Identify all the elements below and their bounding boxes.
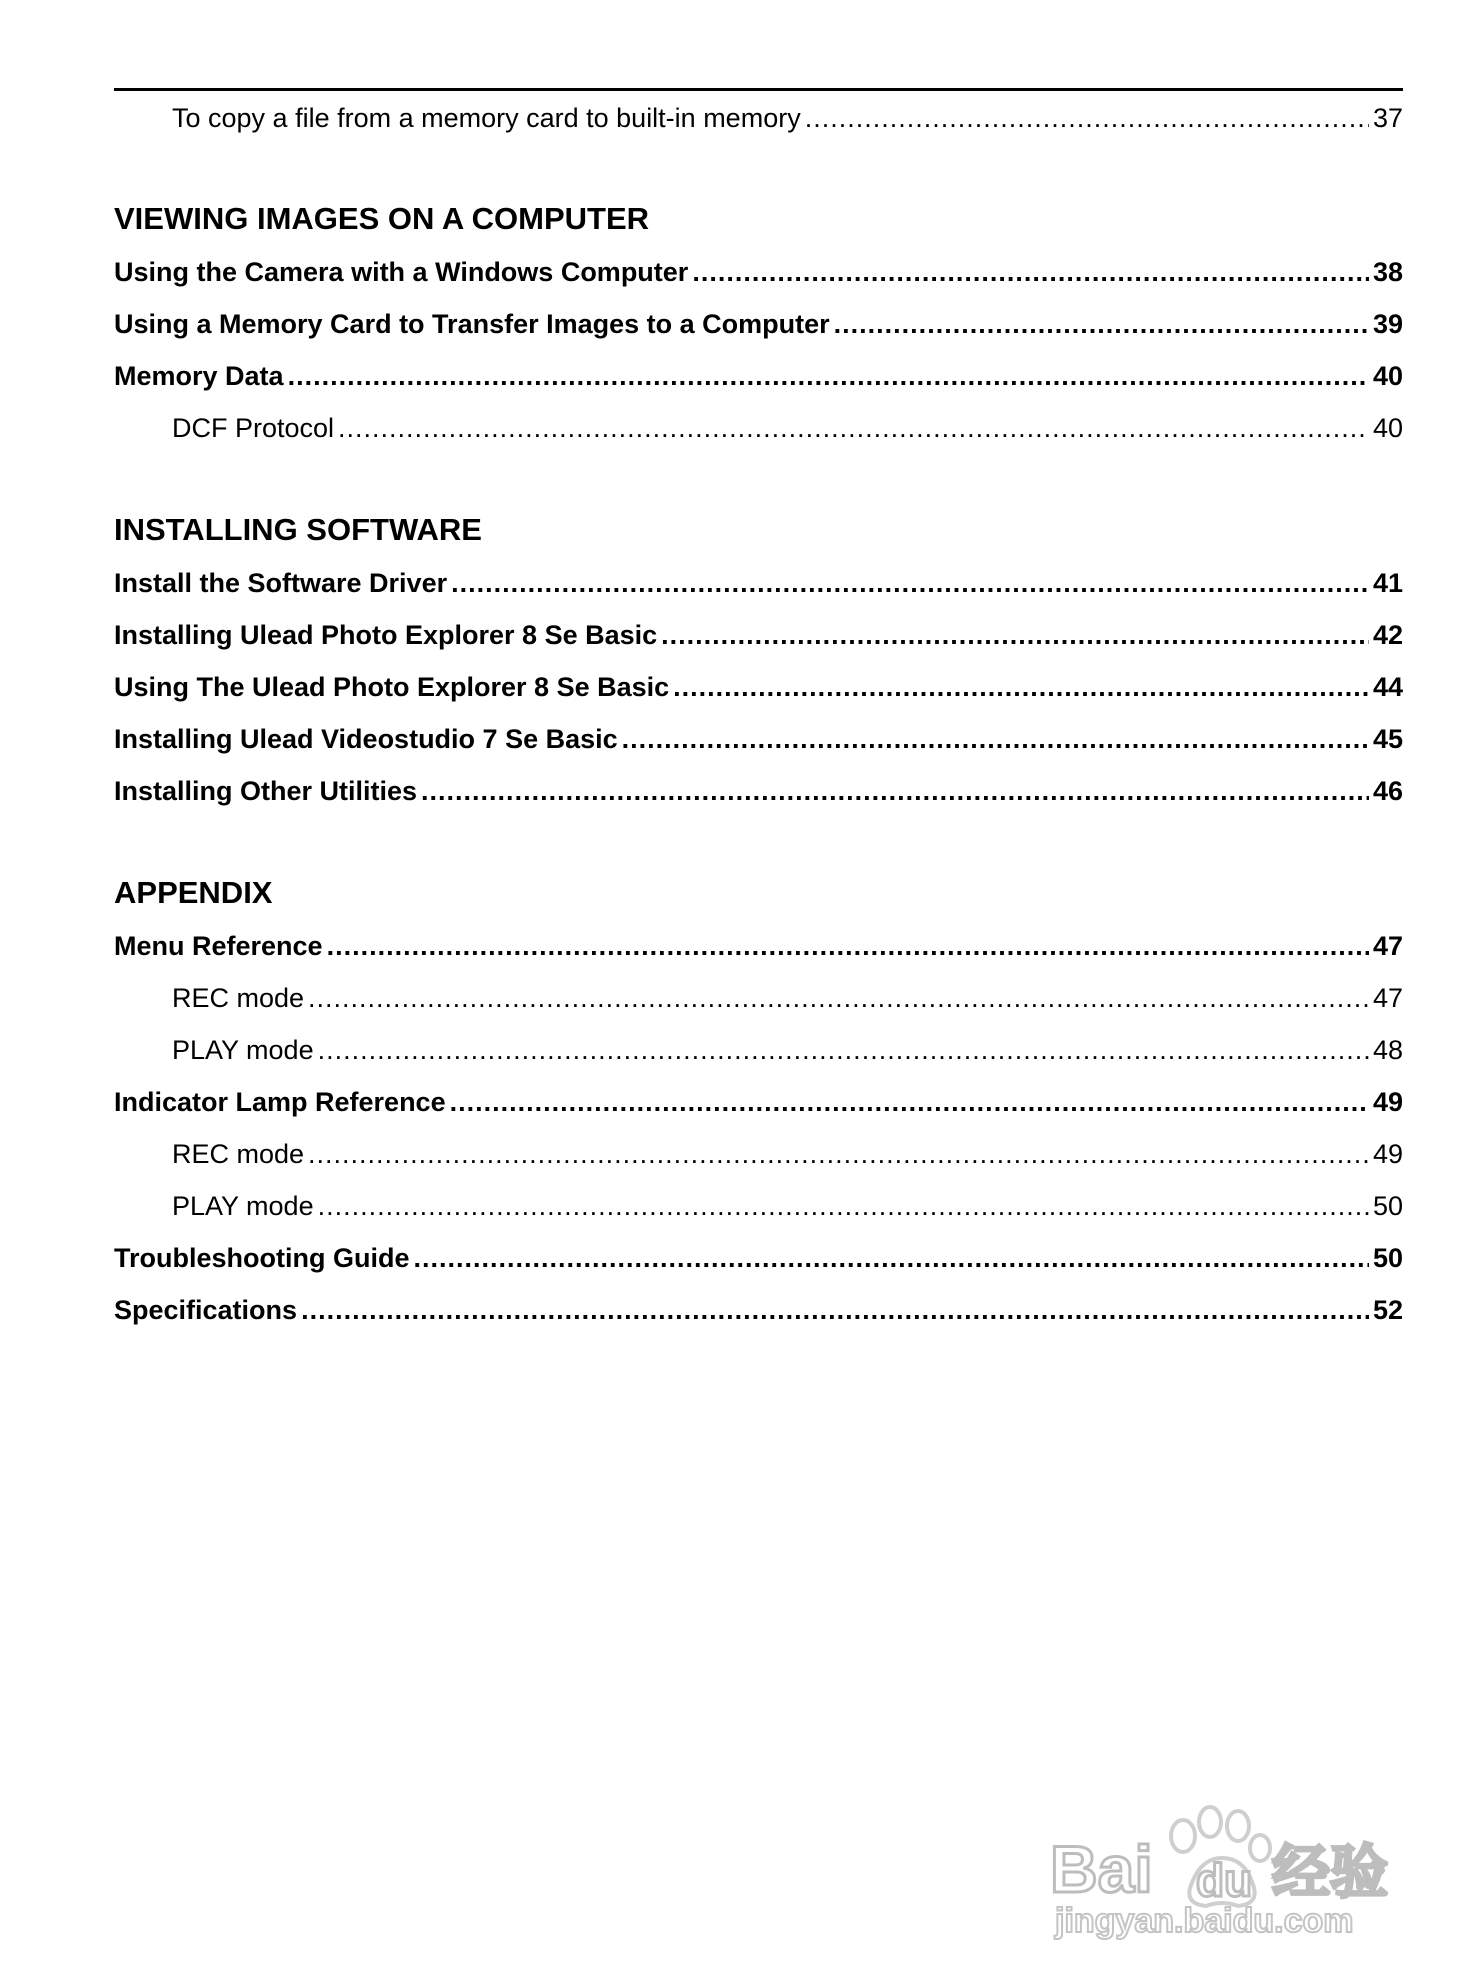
- entry-title: PLAY mode: [172, 1191, 314, 1221]
- entry-title: Indicator Lamp Reference: [114, 1087, 446, 1117]
- entry-title: Using a Memory Card to Transfer Images to a Computer: [114, 309, 830, 339]
- toc-entry[interactable]: [172, 981, 1403, 1015]
- entry-page: 39: [1372, 309, 1403, 339]
- dot-leader: [673, 670, 1369, 704]
- entry-page: 49: [1372, 1087, 1403, 1117]
- toc-entry[interactable]: [172, 101, 1403, 135]
- watermark-brand-a: Bai: [1050, 1832, 1153, 1906]
- dot-leader: [318, 1189, 1369, 1223]
- toc-entry[interactable]: [114, 722, 1403, 756]
- section-heading: APPENDIX: [114, 875, 273, 910]
- toc-entry[interactable]: [114, 566, 1403, 600]
- entry-title: Memory Data: [114, 361, 284, 391]
- entry-page: 46: [1372, 776, 1403, 806]
- entry-title: PLAY mode: [172, 1035, 314, 1065]
- entry-page: 45: [1372, 724, 1403, 754]
- dot-leader: [451, 566, 1369, 600]
- dot-leader: [421, 774, 1369, 808]
- top-rule: [114, 88, 1403, 91]
- dot-leader: [318, 1033, 1369, 1067]
- dot-leader: [805, 101, 1369, 135]
- entry-page: 50: [1372, 1191, 1403, 1221]
- entry-title: Specifications: [114, 1295, 298, 1325]
- toc-entry[interactable]: [114, 307, 1403, 341]
- toc-entry[interactable]: [172, 411, 1403, 445]
- toc-entry[interactable]: [114, 1293, 1403, 1327]
- entry-title: Troubleshooting Guide: [114, 1243, 410, 1273]
- toc-entry[interactable]: [114, 359, 1403, 393]
- entry-title: Using The Ulead Photo Explorer 8 Se Basic: [114, 672, 670, 702]
- dot-leader: [301, 1293, 1369, 1327]
- dot-leader: [450, 1085, 1369, 1119]
- toc-entry[interactable]: [114, 255, 1403, 289]
- dot-leader: [661, 618, 1369, 652]
- entry-title: Menu Reference: [114, 931, 323, 961]
- entry-page: 48: [1372, 1035, 1403, 1065]
- entry-page: 47: [1372, 983, 1403, 1013]
- entry-title: Installing Ulead Photo Explorer 8 Se Basic: [114, 620, 658, 650]
- watermark-chinese: 经验: [1272, 1838, 1389, 1906]
- dot-leader: [413, 1241, 1368, 1275]
- toc-entry[interactable]: [172, 1033, 1403, 1067]
- entry-page: 38: [1372, 257, 1403, 287]
- toc-entry[interactable]: [114, 670, 1403, 704]
- dot-leader: [327, 929, 1369, 963]
- entry-title: DCF Protocol: [172, 413, 335, 443]
- entry-title: To copy a file from a memory card to built-in memory: [172, 103, 801, 133]
- entry-title: Install the Software Driver: [114, 568, 448, 598]
- entry-page: 50: [1372, 1243, 1403, 1273]
- entry-page: 49: [1372, 1139, 1403, 1169]
- section-heading: VIEWING IMAGES ON A COMPUTER: [114, 201, 650, 236]
- entry-page: 44: [1372, 672, 1403, 702]
- toc-entry[interactable]: [114, 1085, 1403, 1119]
- entry-title: Installing Other Utilities: [114, 776, 418, 806]
- entry-title: Installing Ulead Videostudio 7 Se Basic: [114, 724, 618, 754]
- entry-page: 52: [1372, 1295, 1403, 1325]
- entry-title: Using the Camera with a Windows Computer: [114, 257, 689, 287]
- toc-entry[interactable]: [172, 1137, 1403, 1171]
- toc-entry[interactable]: [114, 929, 1403, 963]
- dot-leader: [692, 255, 1369, 289]
- dot-leader: [288, 359, 1369, 393]
- toc-entry[interactable]: [114, 774, 1403, 808]
- entry-title: REC mode: [172, 983, 305, 1013]
- dot-leader: [834, 307, 1369, 341]
- watermark-url: jingyan.baidu.com: [1055, 1902, 1354, 1940]
- dot-leader: [622, 722, 1369, 756]
- entry-page: 42: [1372, 620, 1403, 650]
- section-heading: INSTALLING SOFTWARE: [114, 512, 482, 547]
- toc-entry[interactable]: [114, 1241, 1403, 1275]
- entry-page: 40: [1372, 361, 1403, 391]
- dot-leader: [308, 981, 1369, 1015]
- toc-entry[interactable]: [172, 1189, 1403, 1223]
- baidu-jingyan-watermark: [1050, 1770, 1410, 1940]
- watermark-brand-b: du: [1196, 1854, 1253, 1906]
- entry-page: 40: [1372, 413, 1403, 443]
- toc-entry[interactable]: [114, 618, 1403, 652]
- entry-page: 47: [1372, 931, 1403, 961]
- entry-page: 37: [1372, 103, 1403, 133]
- dot-leader: [338, 411, 1369, 445]
- entry-page: 41: [1372, 568, 1403, 598]
- dot-leader: [308, 1137, 1369, 1171]
- entry-title: REC mode: [172, 1139, 305, 1169]
